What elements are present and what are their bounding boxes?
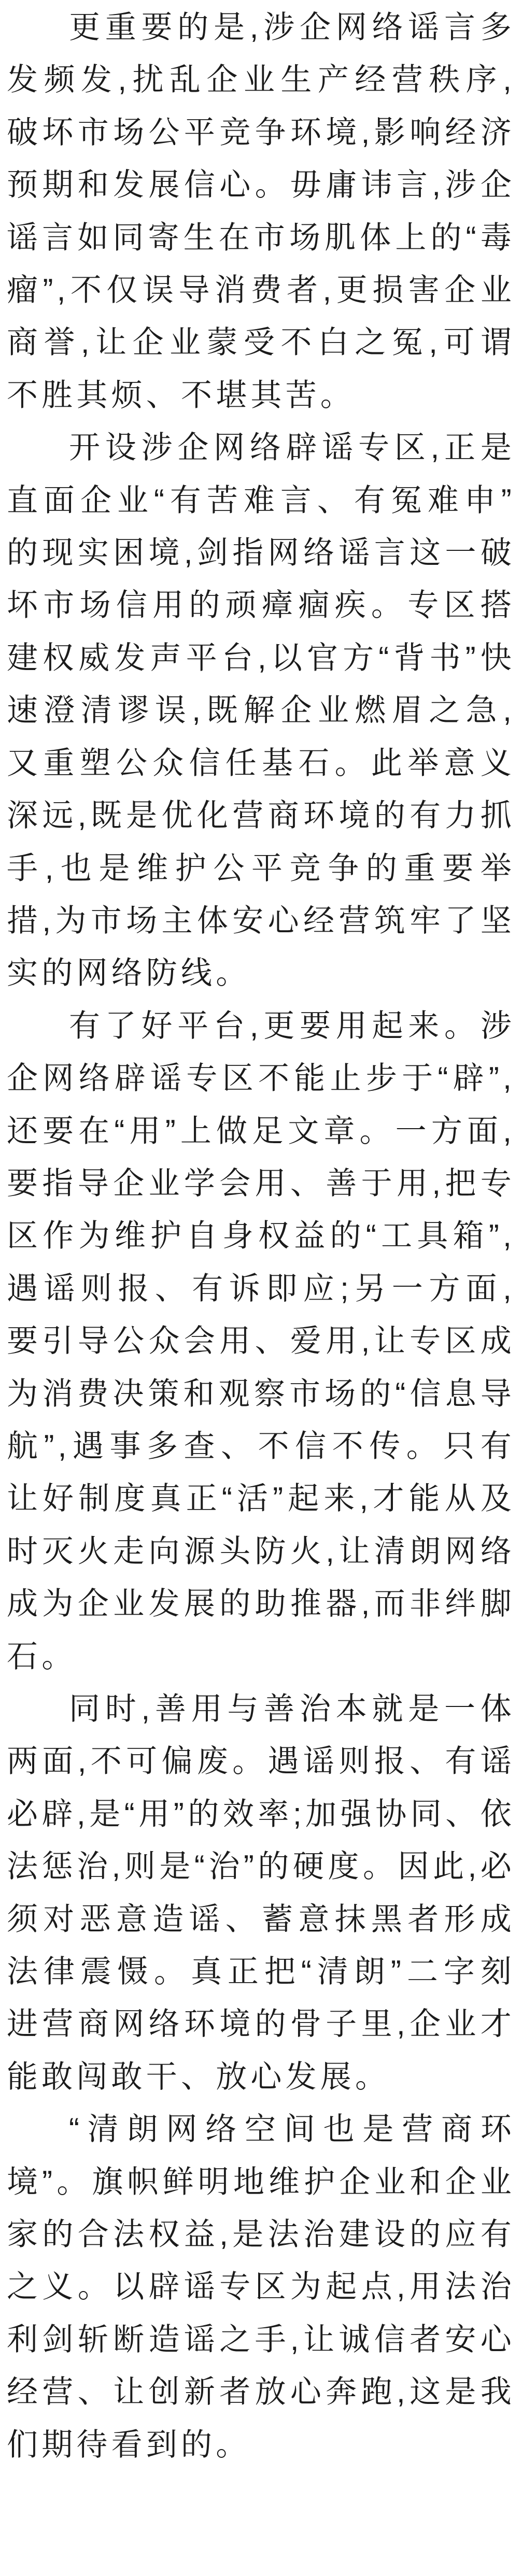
paragraph-4: 同时,善用与善治本就是一体两面,不可偏废。遇谣则报、有谣必辟,是“用”的效率;加强协同、依法惩治,则是“治”的硬度。因此,必须对恶意造谣、蓄意抹黑者形成法律震慑。真正把“清朗”二字刻进营商网络环境的骨子里,企业才能敢闯敢干、放心发展。 bbox=[7, 1691, 515, 2094]
paragraph-2: 开设涉企网络辟谣专区,正是直面企业“有苦难言、有冤难申”的现实困境,剑指网络谣言这一破坏市场信用的顽瘴痼疾。专区搭建权威发声平台,以官方“背书”快速澄清谬误,既解企业燃眉之急,又重塑公众信任基石。此举意义深远,既是优化营商环境的有力抓手,也是维护公平竞争的重要举措,为市场主体安心经营筑牢了坚实的网络防线。 bbox=[7, 430, 515, 991]
paragraph-5: “清朗网络空间也是营商环境”。旗帜鲜明地维护企业和企业家的合法权益,是法治建设的应有之义。以辟谣专区为起点,用法治利剑斩断造谣之手,让诚信者安心经营、让创新者放心奔跑,这是我们期待看到的。 bbox=[7, 2112, 515, 2462]
paragraph-3: 有了好平台,更要用起来。涉企网络辟谣专区不能止步于“辟”,还要在“用”上做足文章。一方面,要指导企业学会用、善于用,把专区作为维护自身权益的“工具箱”,遇谣则报、有诉即应;另一方面,要引导公众会用、爱用,让专区成为消费决策和观察市场的“信息导航”,遇事多查、不信不传。只有让好制度真正“活”起来,才能从及时灭火走向源头防火,让清朗网络成为企业发展的助推器,而非绊脚石。 bbox=[7, 1008, 515, 1674]
paragraph-1: 更重要的是,涉企网络谣言多发频发,扰乱企业生产经营秩序,破坏市场公平竞争环境,影响经济预期和发展信心。毋庸讳言,涉企谣言如同寄生在市场肌体上的“毒瘤”,不仅误导消费者,更损害企业商誉,让企业蒙受不白之冤,可谓不胜其烦、不堪其苦。 bbox=[7, 10, 515, 412]
article-body bbox=[7, 1, 515, 2471]
